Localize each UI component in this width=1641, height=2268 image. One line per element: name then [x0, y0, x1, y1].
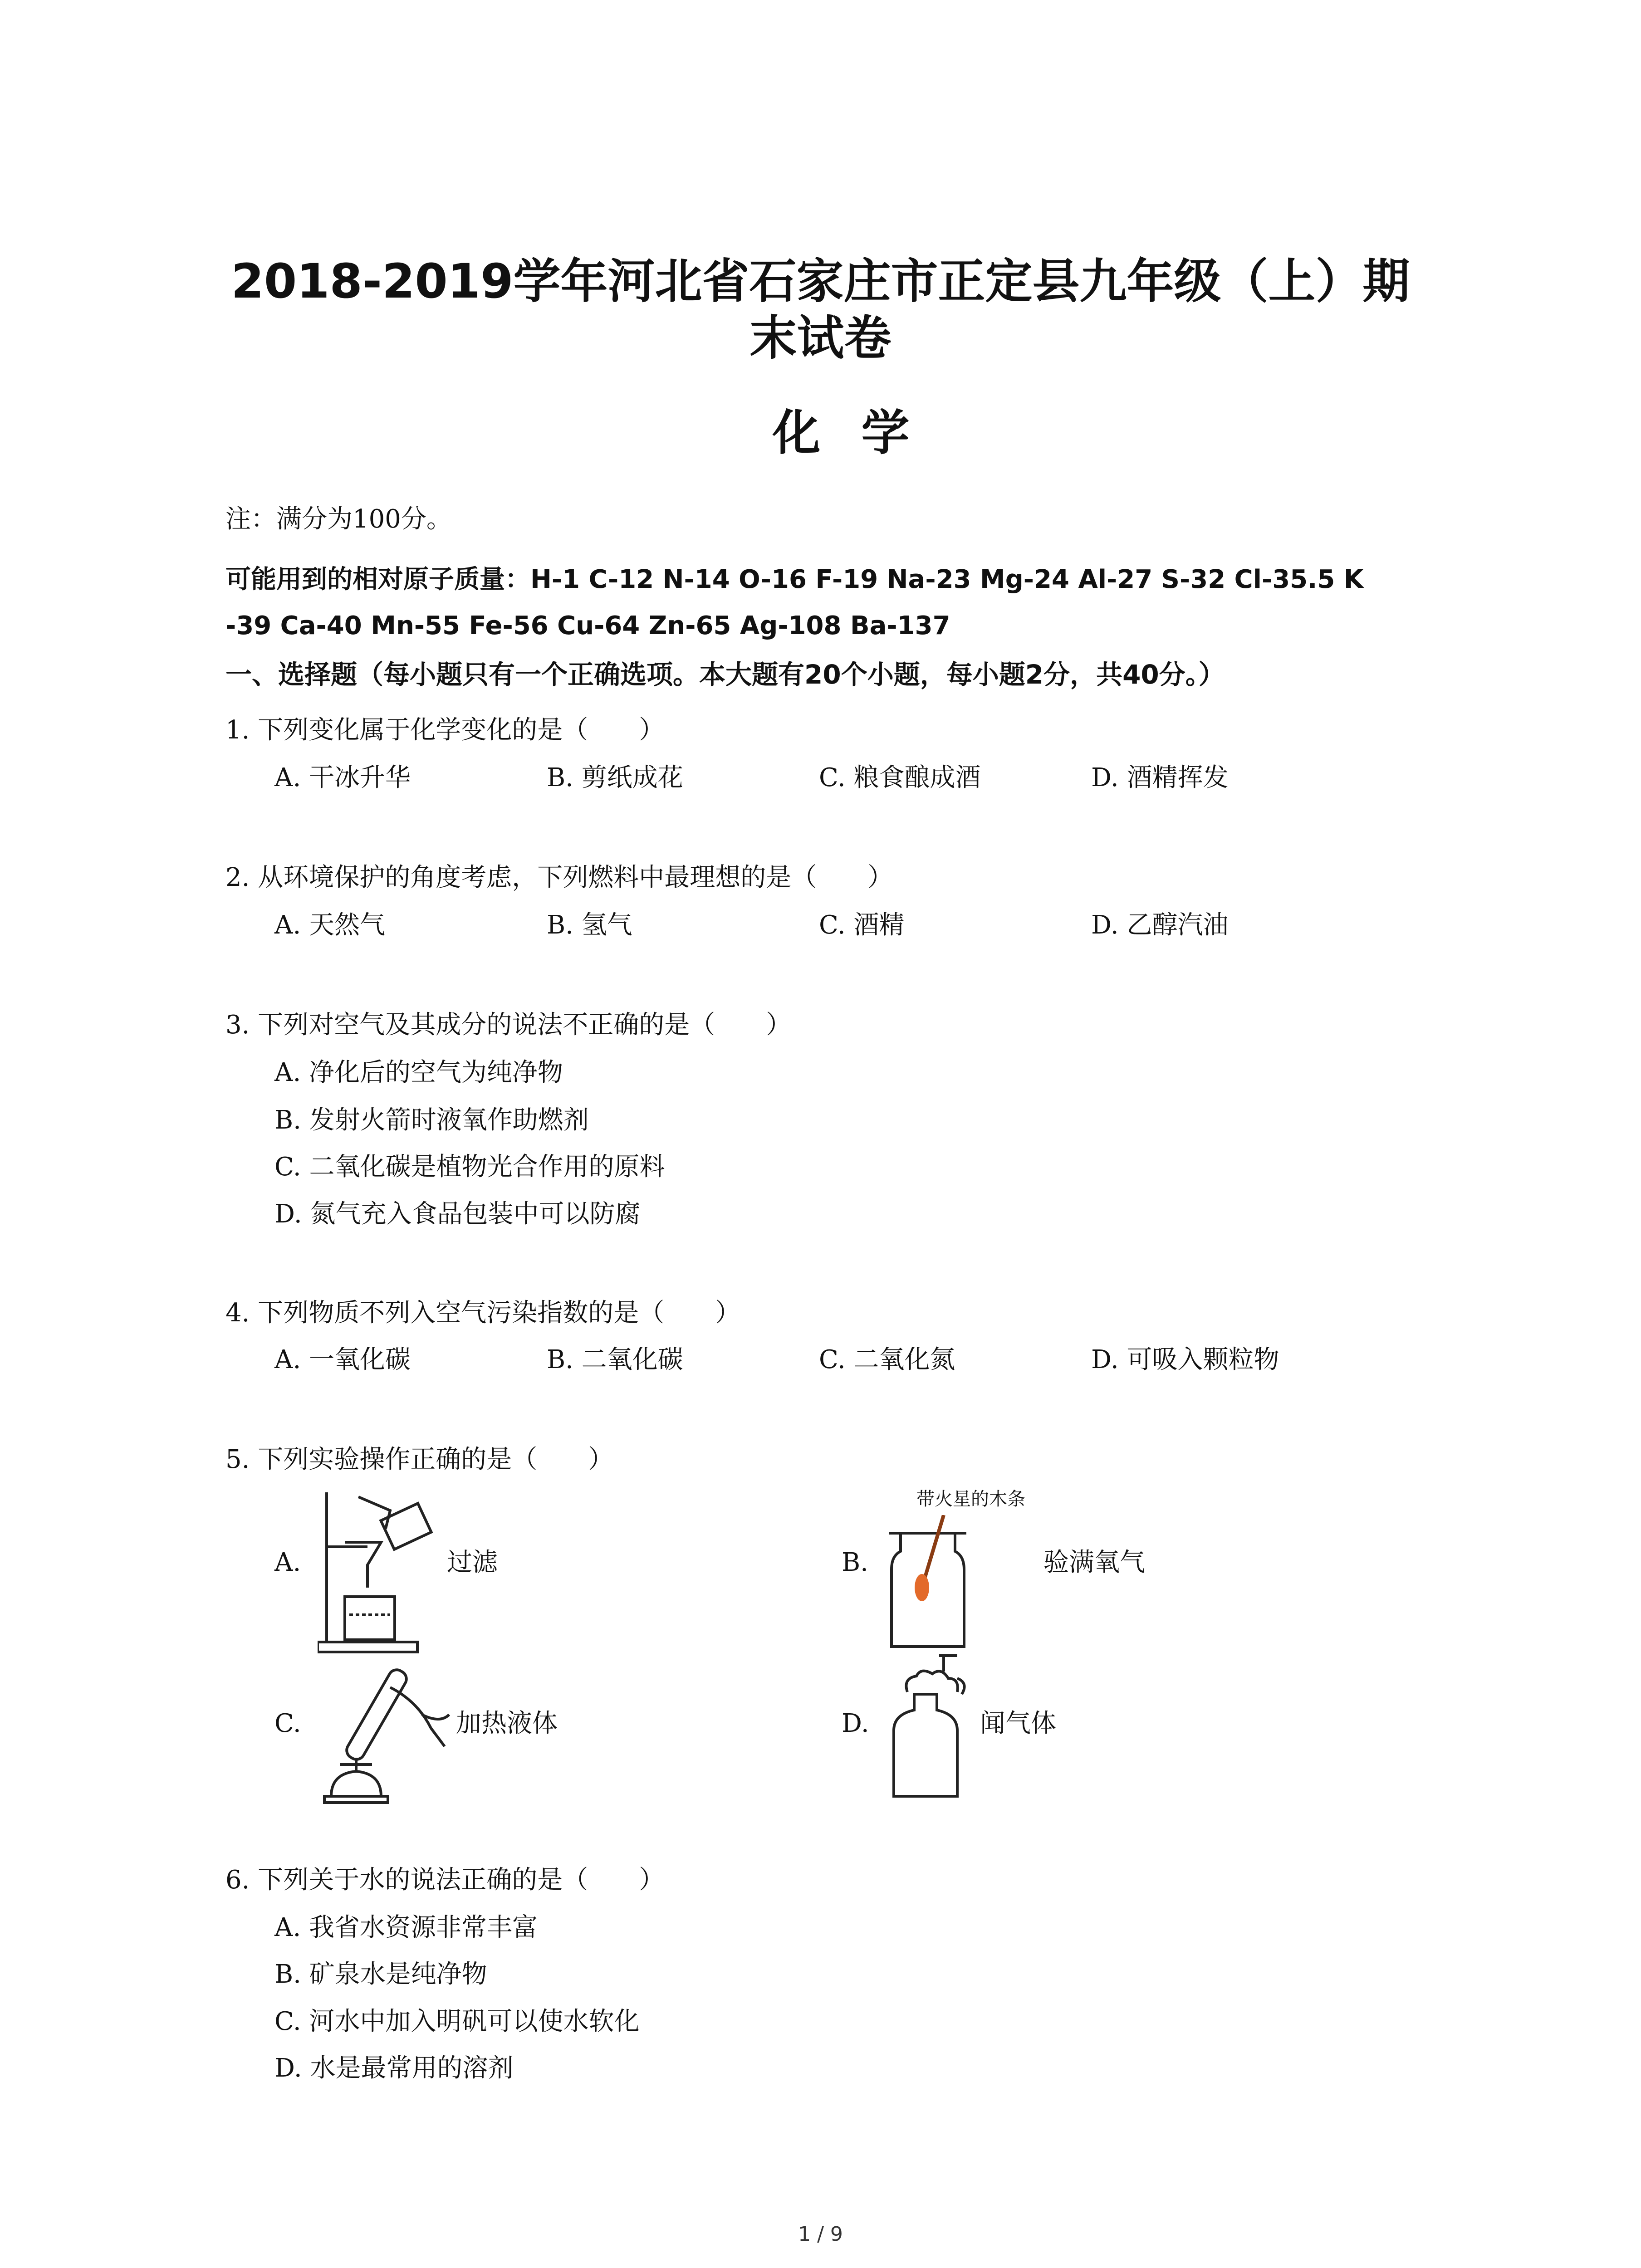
question-4-option-a[interactable]: A. 一氧化碳 — [274, 1345, 411, 1374]
question-3-option-c[interactable]: C. 二氧化碳是植物光合作用的原料 — [274, 1152, 665, 1182]
page-number: 1 / 9 — [798, 2223, 843, 2246]
exam-title-line1: 2018-2019学年河北省石家庄市正定县九年级（上）期 — [231, 254, 1410, 309]
question-5-option-c-label[interactable]: C. — [274, 1709, 301, 1738]
question-4-option-b[interactable]: B. 二氧化碳 — [547, 1345, 683, 1374]
question-6-option-d[interactable]: D. 水是最常用的溶剂 — [274, 2053, 514, 2083]
heating-liquid-figure — [313, 1660, 458, 1805]
score-note: 注：满分为100分。 — [225, 504, 452, 534]
question-5-option-c-caption: 加热液体 — [456, 1709, 558, 1738]
question-5-option-d-caption: 闻气体 — [980, 1709, 1056, 1738]
question-1-option-a[interactable]: A. 干冰升华 — [274, 763, 411, 792]
question-3-option-a[interactable]: A. 净化后的空气为纯净物 — [274, 1058, 563, 1087]
question-5-option-a-caption: 过滤 — [447, 1548, 498, 1577]
question-3-option-b[interactable]: B. 发射火箭时液氧作助燃剂 — [274, 1105, 589, 1135]
section-heading: 一、选择题（每小题只有一个正确选项。本大题有20个小题，每小题2分，共40分。） — [225, 659, 1225, 690]
atomic-mass-line1: 可能用到的相对原子质量：H-1 C-12 N-14 O-16 F-19 Na-23 Mg-24 Al-27 S-32 Cl-35.5 K — [225, 565, 1364, 594]
question-1-stem: 1. 下列变化属于化学变化的是（ ） — [225, 715, 665, 745]
question-5-option-d-label[interactable]: D. — [842, 1709, 869, 1738]
question-3-option-d[interactable]: D. 氮气充入食品包装中可以防腐 — [274, 1199, 641, 1229]
question-2-option-d[interactable]: D. 乙醇汽油 — [1091, 910, 1229, 940]
question-2-stem: 2. 从环境保护的角度考虑，下列燃料中最理想的是（ ） — [225, 863, 893, 892]
question-3-stem: 3. 下列对空气及其成分的说法不正确的是（ ） — [225, 1010, 792, 1040]
question-6-option-b[interactable]: B. 矿泉水是纯净物 — [274, 1960, 487, 1989]
filtration-apparatus-figure — [318, 1483, 445, 1656]
question-2-option-b[interactable]: B. 氢气 — [547, 910, 632, 940]
question-4-option-d[interactable]: D. 可吸入颗粒物 — [1091, 1345, 1279, 1374]
exam-title-line2: 末试卷 — [749, 310, 892, 366]
question-2-option-c[interactable]: C. 酒精 — [819, 910, 905, 940]
question-1-option-c[interactable]: C. 粮食酿成酒 — [819, 763, 981, 792]
smelling-gas-bottle-figure — [889, 1651, 975, 1801]
question-5-option-b-label[interactable]: B. — [842, 1548, 868, 1577]
question-1-option-d[interactable]: D. 酒精挥发 — [1091, 763, 1229, 792]
question-6-option-c[interactable]: C. 河水中加入明矾可以使水软化 — [274, 2007, 640, 2036]
exam-subject: 化学 — [772, 405, 950, 461]
question-4-stem: 4. 下列物质不列入空气污染指数的是（ ） — [225, 1298, 741, 1328]
glowing-splint-label: 带火星的木条 — [916, 1489, 1025, 1510]
question-5-stem: 5. 下列实验操作正确的是（ ） — [225, 1445, 614, 1474]
question-5-option-b-caption: 验满氧气 — [1043, 1548, 1145, 1577]
question-5-option-a-label[interactable]: A. — [274, 1548, 301, 1577]
question-6-option-a[interactable]: A. 我省水资源非常丰富 — [274, 1913, 538, 1942]
oxygen-test-bottle-figure — [889, 1515, 966, 1651]
question-2-option-a[interactable]: A. 天然气 — [274, 910, 386, 940]
atomic-mass-line2: -39 Ca-40 Mn-55 Fe-56 Cu-64 Zn-65 Ag-108 Ba-137 — [225, 611, 950, 640]
question-4-option-c[interactable]: C. 二氧化氮 — [819, 1345, 955, 1374]
question-1-option-b[interactable]: B. 剪纸成花 — [547, 763, 683, 792]
question-6-stem: 6. 下列关于水的说法正确的是（ ） — [225, 1865, 665, 1895]
